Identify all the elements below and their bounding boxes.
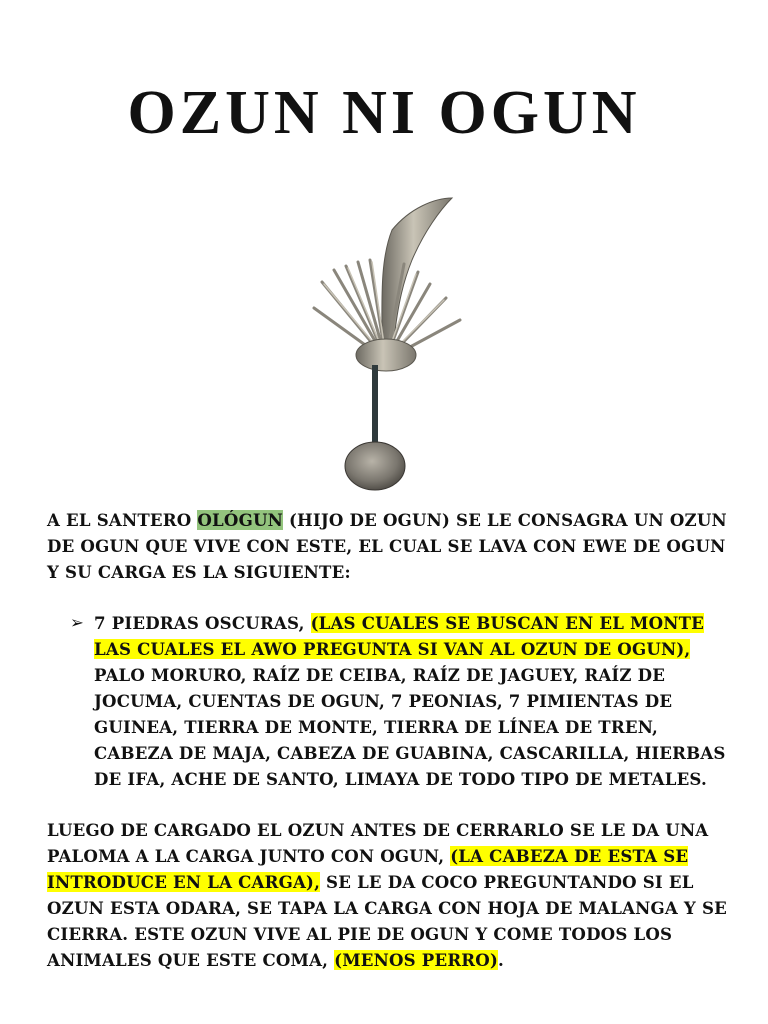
closing-text-3: . [498, 950, 504, 970]
head-note-highlight: (LA CABEZA DE ESTA SE INTRODUCE EN LA CARGA), [47, 846, 689, 892]
menos-perro-highlight: (MENOS PERRO) [334, 950, 499, 970]
list-text-2: PALO MORURO, RAÍZ DE CEIBA, RAÍZ DE JAGUEY, RAÍZ DE JOCUMA, CUENTAS DE OGUN, 7 PEONIAS, 7 PIMIENTAS DE GUINEA, TIERRA DE MONTE, TIERRA DE LÍNEA DE TREN, CABEZA DE MAJA, CABEZA DE GUABINA, CASCARILLA, HIERBAS DE IFA, ACHE DE SANTO, LIMAYA DE TODO TIPO DE METALES. [94, 665, 726, 789]
page-title: OZUN NI OGUN [127, 79, 641, 147]
closing-text-1: LUEGO DE CARGADO EL OZUN ANTES DE CERRARLO SE LE DA UNA PALOMA A LA CARGA JUNTO CON OGUN, [47, 820, 709, 866]
intro-text-2: (HIJO DE OGUN) SE LE CONSAGRA UN OZUN DE OGUN QUE VIVE CON ESTE, EL CUAL SE LAVA CON EWE DE OGUN Y SU CARGA ES LA SIGUIENTE: [47, 510, 727, 582]
ozun-staff-icon [300, 190, 480, 495]
list-text-1: 7 PIEDRAS OSCURAS, [94, 613, 311, 633]
arrow-bullet-icon: ➢ [70, 613, 85, 632]
closing-text-2: SE LE DA COCO PREGUNTANDO SI EL OZUN ESTA ODARA, SE TAPA LA CARGA CON HOJA DE MALANGA Y SE CIERRA. ESTE OZUN VIVE AL PIE DE OGUN Y COME TODOS LOS ANIMALES QUE ESTE COMA, [47, 872, 727, 970]
ingredients-list [70, 610, 730, 792]
intro-text-1: A EL SANTERO [47, 510, 198, 530]
closing-paragraph [47, 817, 737, 973]
intro-paragraph [47, 507, 737, 585]
list-item [70, 610, 730, 792]
ologun-highlight: OLÓGUN [197, 510, 283, 530]
stones-note-highlight: (LAS CUALES SE BUSCAN EN EL MONTE LAS CUALES EL AWO PREGUNTA SI VAN AL OZUN DE OGUN), [94, 613, 705, 659]
